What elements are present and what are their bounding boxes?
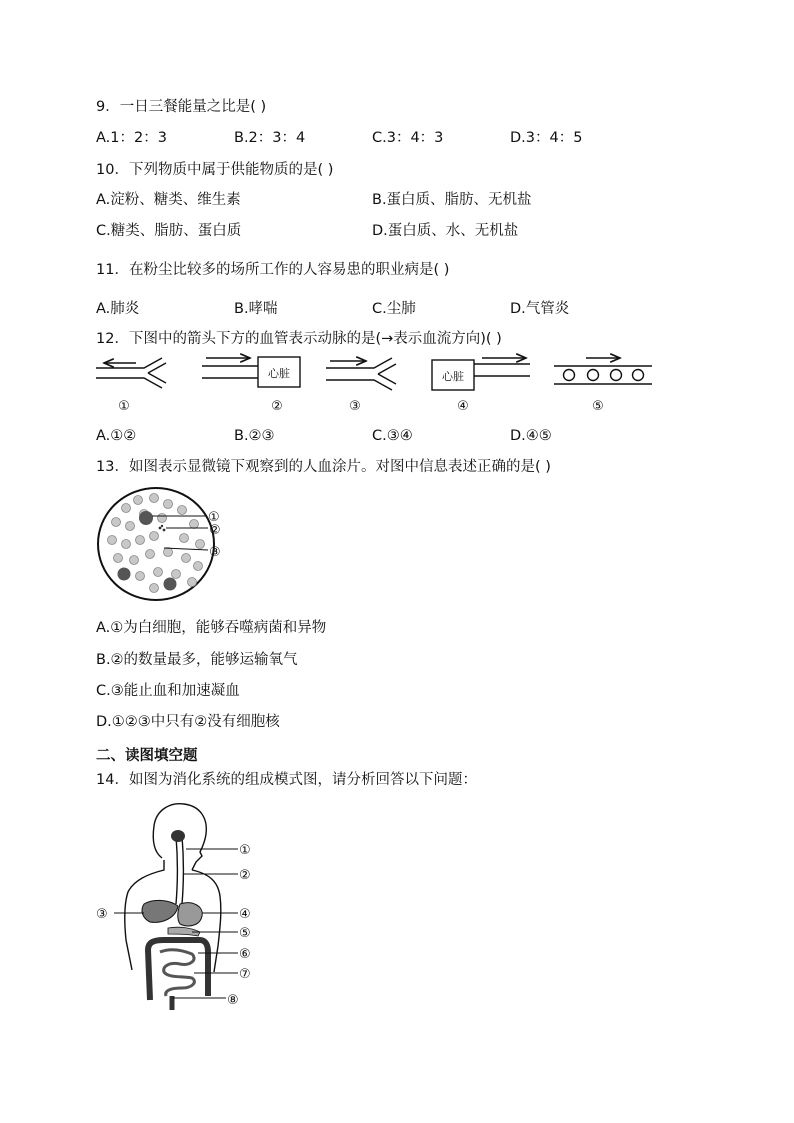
heart-label-2: 心脏 [268,367,290,380]
q12-option-c: C.③④ [372,428,413,444]
q13-option-a: A.①为白细胞，能够吞噬病菌和异物 [96,620,327,636]
smear-label-1: ① [208,510,220,525]
q10-option-a: A.淀粉、糖类、维生素 [96,192,241,208]
vessel-label-2: ② [271,399,283,414]
organ-label-7: ⑦ [239,967,251,982]
q12-option-b: B.②③ [234,428,275,444]
q10-option-b: B.蛋白质、脂肪、无机盐 [372,192,532,208]
q12-option-a: A.①② [96,428,137,444]
vessel-label-1: ① [118,399,130,414]
vessel-label-4: ④ [457,399,469,414]
q9-option-d: D.3：4：5 [510,130,583,146]
smear-label-2: ② [209,523,221,538]
organ-label-5: ⑤ [239,926,251,941]
q13-option-b: B.②的数量最多，能够运输氧气 [96,652,298,668]
q11-option-c: C.尘肺 [372,301,416,317]
digestive-system-figure [92,800,262,1015]
vessel-1 [96,358,166,388]
vessel-5 [554,358,652,384]
section-heading: 二、读图填空题 [96,748,198,764]
organ-label-1: ① [239,843,251,858]
q12-option-d: D.④⑤ [510,428,552,444]
q13-stem: 13．如图表示显微镜下观察到的人血涂片。对图中信息表述正确的是( ) [96,459,551,475]
organ-label-2: ② [239,868,251,883]
vessel-3 [326,358,396,390]
organ-label-3: ③ [96,907,108,922]
q11-option-d: D.气管炎 [510,301,570,317]
organ-label-6: ⑥ [239,947,251,962]
q11-option-a: A.肺炎 [96,301,140,317]
q10-option-d: D.蛋白质、水、无机盐 [372,223,519,239]
vessel-label-3: ③ [349,399,361,414]
smear-label-3: ③ [209,545,221,560]
q9-stem: 9．一日三餐能量之比是( ) [96,99,267,115]
q9-option-a: A.1：2：3 [96,130,167,146]
organ-label-4: ④ [239,907,251,922]
q9-option-b: B.2：3：4 [234,130,306,146]
q10-stem: 10．下列物质中属于供能物质的是( ) [96,162,334,178]
q14-stem: 14．如图为消化系统的组成模式图，请分析回答以下问题： [96,772,477,788]
q9-option-c: C.3：4：3 [372,130,444,146]
vessel-label-5: ⑤ [592,399,604,414]
q11-stem: 11．在粉尘比较多的场所工作的人容易患的职业病是( ) [96,262,450,278]
blood-smear-figure [96,486,236,606]
q11-option-b: B.哮喘 [234,301,278,317]
q10-option-c: C.糖类、脂肪、蛋白质 [96,223,242,239]
q13-option-c: C.③能止血和加速凝血 [96,683,240,699]
q12-stem: 12．下图中的箭头下方的血管表示动脉的是(→表示血流方向)( ) [96,331,502,347]
heart-label-4: 心脏 [442,370,464,383]
blood-vessel-figure [90,352,670,422]
q13-option-d: D.①②③中只有②没有细胞核 [96,714,280,730]
organ-label-8: ⑧ [227,993,239,1008]
